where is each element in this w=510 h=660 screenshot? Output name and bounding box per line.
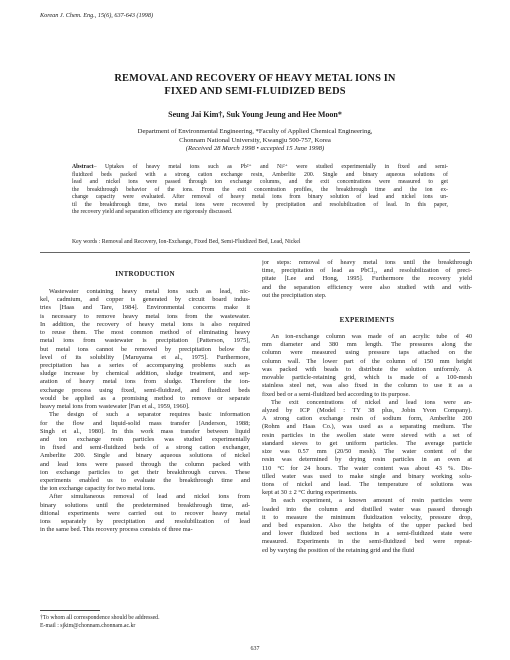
text-line: ions separately by precipitation and resolubilization of lead bbox=[40, 518, 250, 526]
text-line: sludge increase by chemical addition, sludge treatment, and sep- bbox=[40, 370, 250, 378]
page-number: 637 bbox=[250, 646, 260, 652]
text-line: it to measure the minimum fluidization velocity, pressure drop, bbox=[262, 513, 472, 521]
text-line: would be applied as a promising method to remove or separate bbox=[40, 394, 250, 402]
text-line: movable particle-retaining grid, which is made of a 100-mesh bbox=[262, 374, 472, 382]
text-line: mm diameter and 380 mm length. The pressures along the bbox=[262, 341, 472, 349]
received-dates: (Received 28 March 1998 • accepted 15 June 1998) bbox=[185, 145, 325, 152]
text-line: and lead ions were passed through the column packed with bbox=[40, 460, 250, 468]
text-line: ion exchange particles to get their breakthrough curves. These bbox=[40, 468, 250, 476]
abstract bbox=[72, 164, 448, 217]
abstract-line bbox=[72, 164, 448, 172]
text-line: The exit concentrations of nickel and lead ions were an- bbox=[271, 398, 472, 406]
abstract-text: – Uptakes of heavy metal ions such as Pb²⁺ and Ni²⁺ were studied experimentally in fixed and semi- bbox=[93, 164, 448, 170]
text-line: An ion-exchange column was made of an acrylic tube of 40 bbox=[271, 333, 472, 340]
experiments-column bbox=[262, 333, 472, 555]
journal-reference: Korean J. Chem. Eng., 15(6), 637-643 (1998) bbox=[40, 12, 154, 19]
text-line: binary solutions until the predetermined breakthrough time, ad- bbox=[40, 501, 250, 509]
text-line: level of its solubility [Maruyama et al., 1975]. Furthermore, bbox=[40, 353, 250, 361]
text-line: exchange process using fixed, semi-fluidized, and fluidized beds bbox=[40, 386, 250, 394]
text-line: time, precipitation of lead as PbCl₂, and resolubilization of preci- bbox=[262, 267, 472, 275]
text-line: is necessary to remove heavy metal ions from the wastewater. bbox=[40, 312, 250, 320]
text-line: alyzed by ICP (Model : TY 38 plus, Jobin Yvon Company). bbox=[262, 406, 472, 414]
text-line: Singh et al., 1980]. In this work mass transfer between liquid bbox=[40, 427, 250, 435]
affiliation-line-2: Chonnam National University, Kwangju 500-757, Korea bbox=[179, 136, 331, 144]
text-line: standard sieves to get uniform particles. The average particle bbox=[262, 439, 472, 447]
text-line: Amberlite 200. Single and binary aqueous solutions of nickel bbox=[40, 452, 250, 460]
text-line: was packed with beads to distribute the solution uniformly. A bbox=[262, 365, 472, 373]
abstract-line: change capacity were evaluated. After removal of heavy metal ions from binary solution of lead and nickel ions un- bbox=[72, 194, 448, 201]
footnote-correspondence: †To whom all correspondence should be addressed. bbox=[40, 615, 160, 621]
text-line: column were measured using pressure taps attached on the bbox=[262, 349, 472, 357]
section-heading-experiments: EXPERIMENTS bbox=[339, 316, 395, 324]
title-line-1: REMOVAL AND RECOVERY OF HEAVY METAL IONS IN bbox=[114, 73, 396, 84]
abstract-label: Abstract bbox=[72, 164, 94, 170]
abstract-line: fluidized beds packed with a strong cation exchange resin, Amberlite 200. Single and binary aqueous solutions of bbox=[72, 171, 448, 178]
text-line: In each experiment, a known amount of resin particles were bbox=[271, 497, 472, 505]
text-line: metal ions from wastewater is precipitation [Patterson, 1975], bbox=[40, 337, 250, 345]
text-line: ed by varying the position of the retaining grid and the fluid bbox=[262, 546, 415, 554]
text-line: fixed bed or a semi-fluidized bed according to its purpose. bbox=[262, 390, 410, 398]
divider bbox=[40, 252, 470, 253]
text-line: ditional experiments were carried out to recover heavy metal bbox=[40, 509, 250, 517]
text-line: and ion exchange resin particles was studied experimentally bbox=[40, 435, 250, 443]
right-column-top bbox=[262, 259, 472, 300]
text-line: but metal ions cannot be removed by precipitation below the bbox=[40, 345, 250, 353]
text-line: size was 0.57 mm (20/50 mesh). The water content of the bbox=[262, 448, 472, 456]
text-line: in fixed and semi-fluidized beds of a strong cation exchanger, bbox=[40, 444, 250, 452]
footnote-divider bbox=[40, 610, 100, 611]
author-list: Seung Jai Kim†, Suk Young Jeung and Hee Moon* bbox=[168, 110, 342, 119]
text-line: jor steps: removal of heavy metal ions until the breakthrough bbox=[262, 259, 472, 266]
text-line: out the precipitation step. bbox=[262, 291, 327, 299]
affiliation-line-1: Department of Environmental Engineering, *Faculty of Applied Chemical Engineering, bbox=[137, 128, 373, 135]
text-line: stainless steel net, was also fixed in the column to use it as a bbox=[262, 382, 472, 390]
text-line: tries [Haas and Tare, 1984]. Environmental concerns make it bbox=[40, 304, 250, 312]
text-line: heavy metal ions from wastewater [Fan et al., 1959, 1960]. bbox=[40, 403, 190, 411]
text-line: precipitation has a series of accompanying problems such as bbox=[40, 361, 250, 369]
abstract-line: lead and nickel ions were passed through ion exchange columns, and the exit concentrations were measured to get bbox=[72, 179, 448, 186]
text-line: tilled water was used to make single and binary working solu- bbox=[262, 472, 472, 480]
text-line: (Rohm and Haas Co.), was used as a separating medium. The bbox=[262, 423, 472, 431]
text-line: kel, cadmium, and copper is generated by circuit board indus- bbox=[40, 296, 250, 304]
text-line: loaded into the column and distilled water was passed through bbox=[262, 505, 472, 513]
text-line: resin was determined by drying resin particles in an oven at bbox=[262, 456, 472, 464]
section-heading-introduction: INTRODUCTION bbox=[115, 270, 175, 278]
text-line: 110 °C for 24 hours. The water content was about 43 %. Dis- bbox=[262, 464, 472, 472]
text-line: the ion exchange capacity for two metal ions. bbox=[40, 485, 156, 493]
text-line: In addition, the recovery of heavy metal ions is also required bbox=[40, 320, 250, 328]
text-line: pitate [Lee and Hong, 1995]. Furthermore the recovery yield bbox=[262, 275, 472, 283]
text-line: measured. Experiments in the semi-fluidized bed were repeat- bbox=[262, 538, 472, 546]
abstract-line: til the breakthrough time, two metal ions were recovered by precipitation and resolubilization of lead. In this paper, bbox=[72, 201, 448, 208]
text-line: A strong cation exchange resin of sodium form, Amberlite 200 bbox=[262, 415, 472, 423]
text-line: Wastewater containing heavy metal ions such as lead, nic- bbox=[49, 288, 250, 295]
text-line: to reuse them. The most common method of eliminating heavy bbox=[40, 329, 250, 337]
introduction-column bbox=[40, 288, 250, 535]
text-line: After simultaneous removal of lead and nickel ions from bbox=[49, 493, 250, 501]
text-line: experiments enabled us to evaluate the breakthrough time and bbox=[40, 477, 250, 485]
text-line: in the same bed. This recovery process consists of three ma- bbox=[40, 526, 193, 534]
text-line: resin particles in the swollen state were sieved with a set of bbox=[262, 431, 472, 439]
text-line: and bed expansion. Also the heights of the upper packed bed bbox=[262, 522, 472, 530]
text-line: aration of heavy metal ions from sludge. Therefore the ion- bbox=[40, 378, 250, 386]
abstract-line: the recovery yield and separation efficiency are rigorously discussed. bbox=[72, 209, 233, 216]
keywords: Key words : Removal and Recovery, Ion-Exchange, Fixed Bed, Semi-Fluidized Bed, Lead, Nickel bbox=[72, 239, 301, 245]
text-line: The design of such a separator requires basic information bbox=[49, 411, 250, 419]
abstract-line: the breakthrough behavior of the ions. From the exit concentration profiles, the breakthrough time and the ion ex- bbox=[72, 186, 448, 193]
text-line: and the separation efficiency were also studied with and with- bbox=[262, 283, 472, 291]
text-line: tions of nickel and lead. The temperature of solutions was bbox=[262, 480, 472, 488]
footnote-email: E-mail : sjkim@chonnam.chonnam.ac.kr bbox=[40, 623, 136, 629]
text-line: kept at 30 ± 2 °C during experiments. bbox=[262, 489, 358, 497]
text-line: and lower fluidized bed sections in a semi-fluidized state were bbox=[262, 530, 472, 538]
text-line: column wall. The lower part of the column of 150 mm height bbox=[262, 357, 472, 365]
text-line: for the flow and liquid-solid mass transfer [Anderson, 1988; bbox=[40, 419, 250, 427]
title-line-2: FIXED AND SEMI-FLUIDIZED BEDS bbox=[164, 86, 346, 97]
